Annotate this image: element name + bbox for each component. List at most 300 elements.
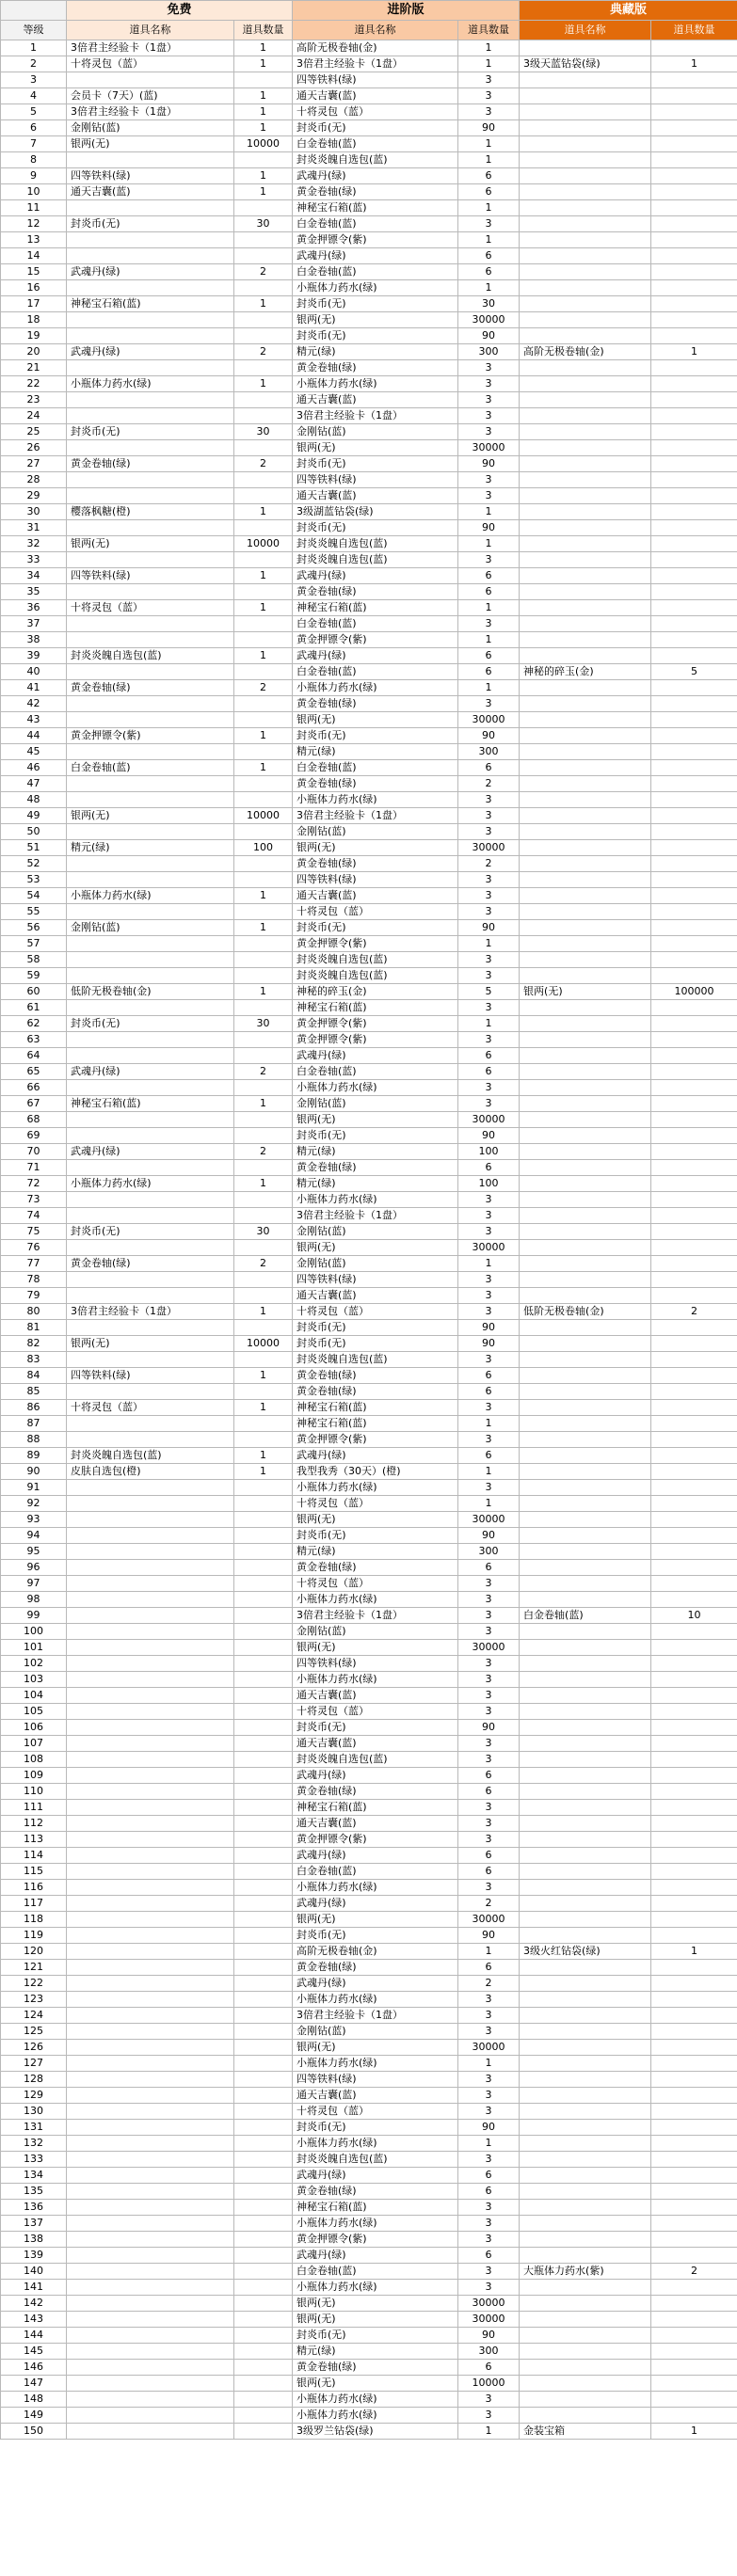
collector-item-name [520,552,651,568]
advanced-item-name: 封炎币(无) [293,2120,458,2136]
advanced-item-name: 金刚钻(蓝) [293,1224,458,1240]
table-row [1,1880,737,1896]
collector-item-qty [651,536,737,552]
level-cell: 8 [1,152,67,168]
advanced-item-name: 小瓶体力药水(绿) [293,2408,458,2424]
advanced-item-qty: 6 [458,1384,520,1400]
collector-item-name [520,1912,651,1928]
level-cell: 120 [1,1944,67,1960]
table-row [1,1656,737,1672]
advanced-item-name: 3倍君主经验卡（1盘） [293,2008,458,2024]
free-item-name [67,1768,234,1784]
advanced-item-qty: 3 [458,2280,520,2296]
advanced-item-qty: 3 [458,1736,520,1752]
advanced-item-qty: 3 [458,616,520,632]
collector-item-qty [651,1144,737,1160]
table-row [1,120,737,136]
free-item-name: 黄金卷轴(绿) [67,1256,234,1272]
table-row [1,344,737,360]
header-row-columns [1,21,737,40]
table-row [1,1112,737,1128]
free-item-name: 武魂丹(绿) [67,344,234,360]
advanced-item-name: 金刚钻(蓝) [293,1256,458,1272]
advanced-item-name: 十将灵包（蓝） [293,104,458,120]
collector-item-qty [651,1160,737,1176]
level-cell: 42 [1,696,67,712]
table-row [1,40,737,56]
free-item-name: 封炎炎魄自选包(蓝) [67,648,234,664]
collector-item-name [520,1864,651,1880]
table-row [1,2248,737,2264]
free-item-name [67,2120,234,2136]
table-row [1,2376,737,2392]
collector-item-name [520,1960,651,1976]
free-item-name-header: 道具名称 [67,21,234,40]
level-cell: 101 [1,1640,67,1656]
level-cell: 107 [1,1736,67,1752]
free-item-qty: 1 [234,728,293,744]
advanced-item-qty: 3 [458,2152,520,2168]
free-item-qty: 2 [234,680,293,696]
collector-item-name [520,568,651,584]
collector-item-qty: 1 [651,344,737,360]
advanced-item-name: 通天吉囊(蓝) [293,88,458,104]
advanced-item-qty: 3 [458,1432,520,1448]
free-item-name [67,2136,234,2152]
table-row [1,1832,737,1848]
level-cell: 129 [1,2088,67,2104]
free-item-name [67,200,234,216]
table-row [1,2216,737,2232]
collector-item-qty [651,1016,737,1032]
table-row [1,2184,737,2200]
level-cell: 66 [1,1080,67,1096]
level-cell: 89 [1,1448,67,1464]
free-item-qty [234,1928,293,1944]
collector-item-qty [651,2328,737,2344]
collector-item-name [520,1048,651,1064]
advanced-item-qty: 3 [458,696,520,712]
table-row [1,376,737,392]
level-cell: 105 [1,1704,67,1720]
collector-item-qty [651,1640,737,1656]
advanced-item-qty: 3 [458,2008,520,2024]
collector-item-qty [651,2136,737,2152]
free-item-name [67,1720,234,1736]
free-item-qty: 30 [234,424,293,440]
table-row [1,600,737,616]
advanced-item-name: 通天吉囊(蓝) [293,1688,458,1704]
table-row [1,968,737,984]
advanced-item-qty: 3 [458,1704,520,1720]
free-item-qty [234,520,293,536]
free-item-qty [234,2248,293,2264]
table-row [1,872,737,888]
collector-item-name [520,2104,651,2120]
table-row [1,1768,737,1784]
advanced-item-name: 银两(无) [293,312,458,328]
collector-item-name [520,1480,651,1496]
advanced-item-name: 神秘宝石箱(蓝) [293,1416,458,1432]
advanced-item-qty: 6 [458,248,520,264]
level-cell: 30 [1,504,67,520]
free-item-name [67,712,234,728]
free-item-qty [234,2168,293,2184]
table-row [1,1544,737,1560]
table-row [1,568,737,584]
advanced-item-name: 武魂丹(绿) [293,2248,458,2264]
level-cell: 2 [1,56,67,72]
collector-item-qty [651,1064,737,1080]
advanced-item-name: 黄金押镖令(紫) [293,1016,458,1032]
free-item-name: 皮肤自选包(橙) [67,1464,234,1480]
advanced-item-qty: 1 [458,1944,520,1960]
table-row [1,1816,737,1832]
advanced-item-qty: 90 [458,2120,520,2136]
advanced-item-name: 武魂丹(绿) [293,648,458,664]
advanced-item-name: 武魂丹(绿) [293,2168,458,2184]
free-item-name [67,664,234,680]
level-cell: 79 [1,1288,67,1304]
level-cell: 86 [1,1400,67,1416]
table-row [1,248,737,264]
collector-item-name: 高阶无极卷轴(金) [520,344,651,360]
advanced-item-name: 3级罗兰钻袋(绿) [293,2424,458,2440]
free-item-name [67,2376,234,2392]
advanced-item-qty: 3 [458,488,520,504]
collector-item-qty [651,1464,737,1480]
free-item-name [67,1848,234,1864]
table-row [1,2344,737,2360]
free-item-name [67,1912,234,1928]
free-item-name [67,1576,234,1592]
level-cell: 54 [1,888,67,904]
level-cell: 111 [1,1800,67,1816]
table-row [1,584,737,600]
free-item-name [67,2328,234,2344]
table-row [1,2120,737,2136]
free-item-qty: 1 [234,1400,293,1416]
collector-item-qty [651,136,737,152]
free-item-qty: 1 [234,1304,293,1320]
free-item-qty: 1 [234,184,293,200]
advanced-item-qty: 3 [458,1352,520,1368]
level-cell: 39 [1,648,67,664]
level-cell: 124 [1,2008,67,2024]
free-item-qty: 1 [234,88,293,104]
level-cell: 56 [1,920,67,936]
table-row [1,728,737,744]
level-cell: 7 [1,136,67,152]
collector-item-name [520,2024,651,2040]
free-item-qty: 100 [234,840,293,856]
collector-item-name [520,632,651,648]
level-cell: 139 [1,2248,67,2264]
collector-item-qty [651,680,737,696]
collector-item-name [520,1384,651,1400]
advanced-item-qty: 3 [458,2200,520,2216]
free-item-name: 金刚钻(蓝) [67,920,234,936]
collector-item-name [520,1224,651,1240]
level-cell: 146 [1,2360,67,2376]
table-row [1,1976,737,1992]
table-row [1,2424,737,2440]
collector-item-name [520,1704,651,1720]
collector-item-qty [651,2024,737,2040]
collector-item-name [520,920,651,936]
advanced-item-qty: 30000 [458,1912,520,1928]
level-cell: 55 [1,904,67,920]
advanced-item-name: 白金卷轴(蓝) [293,216,458,232]
collector-item-name [520,1736,651,1752]
level-cell: 28 [1,472,67,488]
advanced-item-qty: 3 [458,2232,520,2248]
table-row [1,2408,737,2424]
advanced-item-name: 白金卷轴(蓝) [293,2264,458,2280]
table-row [1,2152,737,2168]
table-row [1,1368,737,1384]
free-item-qty [234,440,293,456]
table-row [1,1208,737,1224]
advanced-item-name: 小瓶体力药水(绿) [293,1080,458,1096]
free-item-qty: 1 [234,120,293,136]
table-row [1,1176,737,1192]
level-cell: 46 [1,760,67,776]
collector-item-name [520,728,651,744]
collector-item-qty [651,2104,737,2120]
advanced-item-name: 黄金卷轴(绿) [293,2360,458,2376]
advanced-item-qty: 3 [458,1400,520,1416]
advanced-item-qty: 3 [458,2088,520,2104]
collector-item-name [520,856,651,872]
collector-item-name [520,1992,651,2008]
table-row [1,984,737,1000]
collector-item-name [520,1144,651,1160]
free-item-name [67,2360,234,2376]
collector-item-name [520,760,651,776]
level-cell: 106 [1,1720,67,1736]
free-item-name [67,2344,234,2360]
level-cell: 72 [1,1176,67,1192]
level-cell: 115 [1,1864,67,1880]
free-item-name [67,1032,234,1048]
collector-item-name [520,2232,651,2248]
free-item-name [67,1544,234,1560]
level-cell: 25 [1,424,67,440]
table-row [1,840,737,856]
collector-item-name [520,2328,651,2344]
advanced-item-qty: 3 [458,904,520,920]
free-item-qty [234,1128,293,1144]
collector-item-name [520,328,651,344]
collector-item-name [520,1976,651,1992]
advanced-item-qty: 1 [458,1496,520,1512]
collector-item-qty [651,1352,737,1368]
advanced-item-name: 十将灵包（蓝） [293,1704,458,1720]
advanced-item-name: 黄金卷轴(绿) [293,1784,458,1800]
level-cell: 35 [1,584,67,600]
free-item-qty [234,1768,293,1784]
level-cell: 3 [1,72,67,88]
advanced-item-qty: 3 [458,72,520,88]
advanced-item-name: 3倍君主经验卡（1盘） [293,56,458,72]
free-item-qty [234,1512,293,1528]
free-item-name [67,152,234,168]
table-row [1,1272,737,1288]
free-item-name [67,1592,234,1608]
advanced-item-name: 神秘宝石箱(蓝) [293,200,458,216]
table-row [1,1256,737,1272]
collector-item-name [520,2296,651,2312]
free-item-name: 银两(无) [67,536,234,552]
collector-item-name: 神秘的碎玉(金) [520,664,651,680]
advanced-item-name: 小瓶体力药水(绿) [293,376,458,392]
free-item-name [67,2056,234,2072]
table-row [1,1384,737,1400]
advanced-item-name: 小瓶体力药水(绿) [293,1880,458,1896]
level-column-header: 等级 [1,21,67,40]
collector-item-name [520,1016,651,1032]
free-item-name [67,1112,234,1128]
advanced-item-qty: 3 [458,408,520,424]
collector-item-qty: 10 [651,1608,737,1624]
level-cell: 77 [1,1256,67,1272]
advanced-item-name: 封炎炎魄自选包(蓝) [293,952,458,968]
advanced-item-qty: 3 [458,2408,520,2424]
free-item-qty [234,248,293,264]
advanced-item-name: 黄金卷轴(绿) [293,1160,458,1176]
collector-item-name [520,1672,651,1688]
collector-item-name [520,1000,651,1016]
advanced-item-qty: 6 [458,2360,520,2376]
table-row [1,696,737,712]
collector-item-qty [651,1000,737,1016]
free-item-qty [234,1864,293,1880]
free-item-qty: 2 [234,1256,293,1272]
table-row [1,552,737,568]
collector-item-name [520,360,651,376]
advanced-item-name: 金刚钻(蓝) [293,1096,458,1112]
level-cell: 130 [1,2104,67,2120]
free-item-qty [234,1832,293,1848]
advanced-item-qty: 1 [458,536,520,552]
free-item-name [67,1976,234,1992]
collector-item-name [520,1592,651,1608]
free-item-name [67,2280,234,2296]
advanced-item-qty: 90 [458,120,520,136]
level-cell: 27 [1,456,67,472]
free-item-name [67,72,234,88]
level-cell: 133 [1,2152,67,2168]
free-item-name: 十将灵包（蓝） [67,56,234,72]
advanced-item-qty: 90 [458,920,520,936]
free-item-name: 3倍君主经验卡（1盘） [67,40,234,56]
collector-item-qty [651,264,737,280]
collector-item-name [520,1576,651,1592]
advanced-item-qty: 6 [458,168,520,184]
level-cell: 51 [1,840,67,856]
collector-item-qty [651,2008,737,2024]
collector-item-qty [651,456,737,472]
table-row [1,1480,737,1496]
advanced-item-name: 神秘的碎玉(金) [293,984,458,1000]
table-row [1,904,737,920]
collector-item-name [520,1256,651,1272]
table-row [1,1224,737,1240]
advanced-item-name: 高阶无极卷轴(金) [293,40,458,56]
free-item-name [67,1656,234,1672]
advanced-item-qty: 1 [458,1256,520,1272]
table-row [1,408,737,424]
level-cell: 47 [1,776,67,792]
free-item-qty [234,968,293,984]
advanced-item-qty: 30000 [458,1640,520,1656]
table-row [1,1048,737,1064]
advanced-item-name: 小瓶体力药水(绿) [293,680,458,696]
collector-item-qty [651,1768,737,1784]
advanced-item-name: 封炎炎魄自选包(蓝) [293,1352,458,1368]
advanced-item-qty: 3 [458,1832,520,1848]
table-row [1,424,737,440]
advanced-item-qty: 3 [458,1880,520,1896]
collector-item-name [520,1832,651,1848]
free-item-qty [234,1736,293,1752]
collector-item-name [520,2120,651,2136]
free-item-qty: 1 [234,568,293,584]
free-item-name [67,472,234,488]
collector-item-qty [651,840,737,856]
collector-item-qty [651,328,737,344]
advanced-item-name: 黄金卷轴(绿) [293,584,458,600]
table-row [1,1512,737,1528]
advanced-item-qty: 3 [458,2392,520,2408]
level-cell: 9 [1,168,67,184]
advanced-item-qty: 3 [458,216,520,232]
advanced-item-name: 通天吉囊(蓝) [293,1736,458,1752]
table-row [1,1160,737,1176]
free-item-name [67,1208,234,1224]
collector-item-name [520,40,651,56]
header-row-tiers [1,1,737,21]
level-cell: 40 [1,664,67,680]
free-item-qty [234,2360,293,2376]
advanced-item-qty: 3 [458,1576,520,1592]
advanced-item-qty: 1 [458,280,520,296]
table-row [1,1960,737,1976]
advanced-item-qty: 90 [458,456,520,472]
free-item-qty: 1 [234,1464,293,1480]
level-cell: 110 [1,1784,67,1800]
level-cell: 114 [1,1848,67,1864]
free-item-qty [234,2328,293,2344]
level-cell: 93 [1,1512,67,1528]
level-cell: 11 [1,200,67,216]
collector-item-qty [651,1864,737,1880]
table-row [1,1752,737,1768]
tier-advanced-header: 进阶版 [293,1,520,21]
collector-item-name [520,2056,651,2072]
free-item-qty [234,1000,293,1016]
collector-item-name [520,472,651,488]
advanced-item-qty: 90 [458,520,520,536]
advanced-item-qty: 3 [458,1672,520,1688]
free-item-name [67,1736,234,1752]
collector-item-name [520,184,651,200]
free-item-name: 精元(绿) [67,840,234,856]
level-cell: 145 [1,2344,67,2360]
advanced-item-qty: 3 [458,1080,520,1096]
collector-item-name [520,1928,651,1944]
